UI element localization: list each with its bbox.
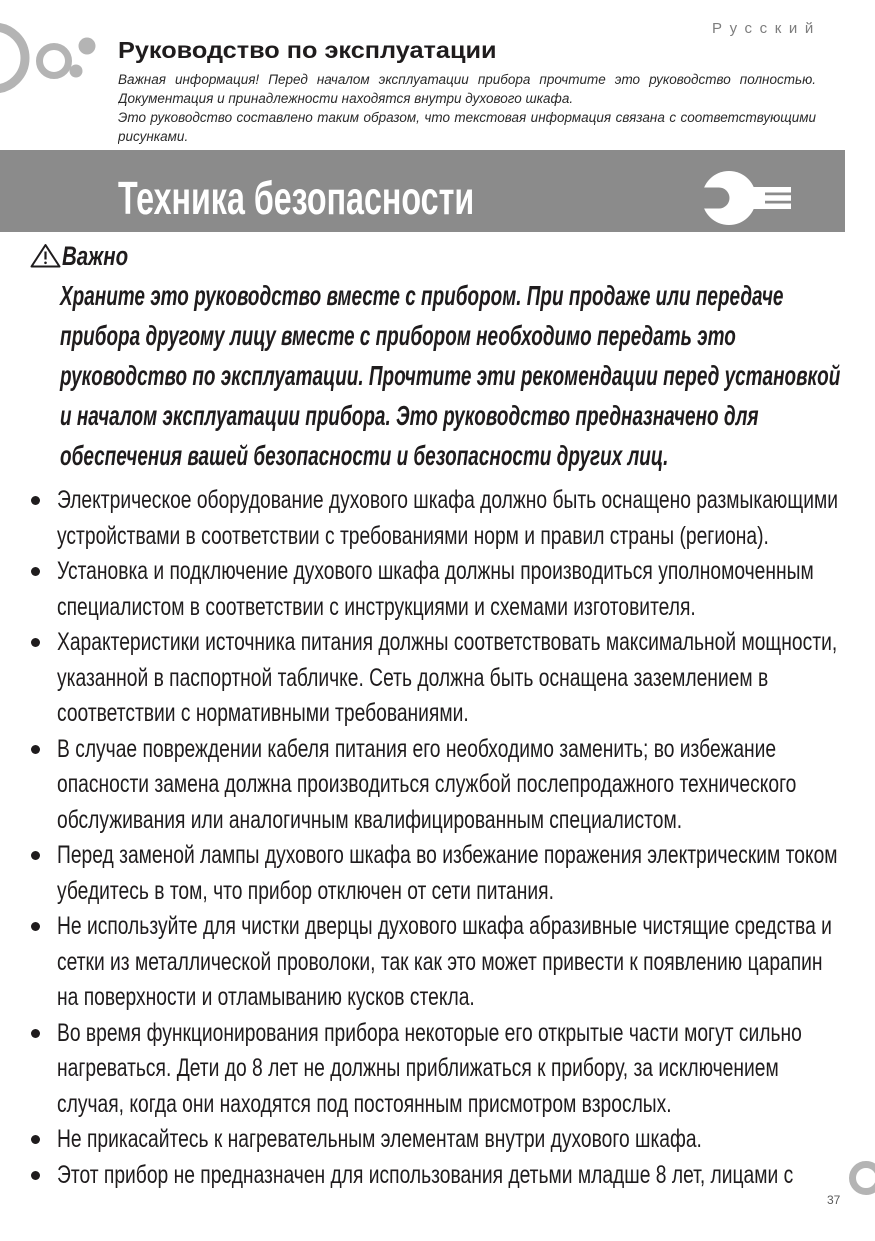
safety-item xyxy=(0,554,845,625)
safety-item xyxy=(0,732,845,839)
safety-item-line: специалистом в соответствии с инструкциями и схемами изготовителя. xyxy=(57,592,696,621)
safety-item-line: Этот прибор не предназначен для использования детьми младше 8 лет, лицами с xyxy=(57,1160,794,1189)
important-line: обеспечения вашей безопасности и безопасности других лиц. xyxy=(60,440,669,471)
safety-item-line: устройствами в соответствии с требованиями норм и правил страны (региона). xyxy=(57,521,769,550)
safety-item-line: указанной в паспортной табличке. Сеть должна быть оснащена заземлением в xyxy=(57,663,769,692)
warning-icon xyxy=(30,243,61,268)
bullet-icon xyxy=(31,638,40,647)
safety-item xyxy=(0,1122,845,1158)
wrench-icon xyxy=(693,168,793,228)
safety-item-line: Перед заменой лампы духового шкафа во избежание поражения электрическим током xyxy=(57,841,838,869)
logo-dot-upper xyxy=(79,38,96,55)
corner-ring-decoration xyxy=(840,1155,875,1201)
bullet-icon xyxy=(31,1171,40,1180)
intro-text xyxy=(118,70,816,146)
logo-ring-small xyxy=(40,47,69,76)
safety-item xyxy=(0,625,845,732)
important-line: руководство по эксплуатации. Прочтите эти рекомендации перед установкой xyxy=(60,360,841,391)
brand-circles-logo xyxy=(0,15,100,105)
section-banner xyxy=(0,150,845,232)
important-line: Храните это руководство вместе с прибором. При продаже или передаче xyxy=(60,280,784,311)
safety-item xyxy=(0,1158,845,1194)
section-title xyxy=(118,170,718,226)
safety-item-line: случая, когда они находятся под постоянным присмотром взрослых. xyxy=(57,1089,672,1118)
safety-item-line: опасности замена должна производиться службой послепродажного технического xyxy=(57,770,797,798)
intro-line: Документация и принадлежности находятся внутри духового шкафа. xyxy=(118,91,574,106)
safety-item-line: Электрическое оборудование духового шкафа должно быть оснащено размыкающими xyxy=(57,486,838,514)
safety-item xyxy=(0,1016,845,1123)
safety-item-line: обслуживания или аналогичным квалифицированным специалистом. xyxy=(57,805,683,834)
safety-item-line: В случае повреждении кабеля питания его необходимо заменить; во избежание xyxy=(57,734,777,763)
safety-item-line: соответствии с нормативными требованиями. xyxy=(57,699,469,727)
bullet-icon xyxy=(31,567,40,576)
safety-item xyxy=(0,909,845,1016)
important-heading xyxy=(62,240,262,272)
safety-item xyxy=(0,838,845,909)
safety-item xyxy=(0,483,845,554)
manual-title xyxy=(118,37,818,63)
logo-ring-large xyxy=(0,27,25,89)
important-heading-text: Важно xyxy=(62,241,129,271)
language-label: Русский xyxy=(712,20,821,37)
page-number: 37 xyxy=(827,1193,841,1207)
bullet-icon xyxy=(31,745,40,754)
intro-line: Важная информация! Перед началом эксплуатации прибора прочтите это руководство полностью. xyxy=(118,72,816,87)
important-paragraph xyxy=(60,276,850,476)
bullet-icon xyxy=(31,496,40,505)
safety-item-line: на поверхности и отламыванию кусков стекла. xyxy=(57,983,475,1011)
safety-item-line: сетки из металлической проволоки, так как это может привести к появлению царапин xyxy=(57,947,823,976)
bullet-icon xyxy=(31,851,40,860)
safety-item-line: Во время функционирования прибора некоторые его открытые части могут сильно xyxy=(57,1018,802,1047)
section-title-text: Техника безопасности xyxy=(118,172,475,224)
safety-item-line: нагреваться. Дети до 8 лет не должны приближаться к прибору, за исключением xyxy=(57,1054,779,1082)
safety-item-line: Характеристики источника питания должны соответствовать максимальной мощности, xyxy=(57,628,838,656)
important-line: прибора другому лицу вместе с прибором необходимо передать это xyxy=(60,320,736,351)
safety-item-line: Не используйте для чистки дверцы духового шкафа абразивные чистящие средства и xyxy=(57,912,832,940)
bullet-icon xyxy=(31,1029,40,1038)
bullet-icon xyxy=(31,922,40,931)
intro-line: рисунками. xyxy=(118,129,189,144)
important-line: и началом эксплуатации прибора. Это руководство предназначено для xyxy=(60,400,759,431)
safety-list xyxy=(0,483,845,1193)
safety-item-line: убедитесь в том, что прибор отключен от сети питания. xyxy=(57,876,554,905)
safety-item-line: Установка и подключение духового шкафа должны производиться уполномоченным xyxy=(57,557,814,585)
bullet-icon xyxy=(31,1135,40,1144)
safety-item-line: Не прикасайтесь к нагревательным элементам внутри духового шкафа. xyxy=(57,1125,702,1153)
manual-title-text: Руководство по эксплуатации xyxy=(118,37,497,63)
logo-dot-lower xyxy=(70,65,83,78)
intro-line: Это руководство составлено таким образом, что текстовая информация связана с соответствующими xyxy=(118,110,816,125)
